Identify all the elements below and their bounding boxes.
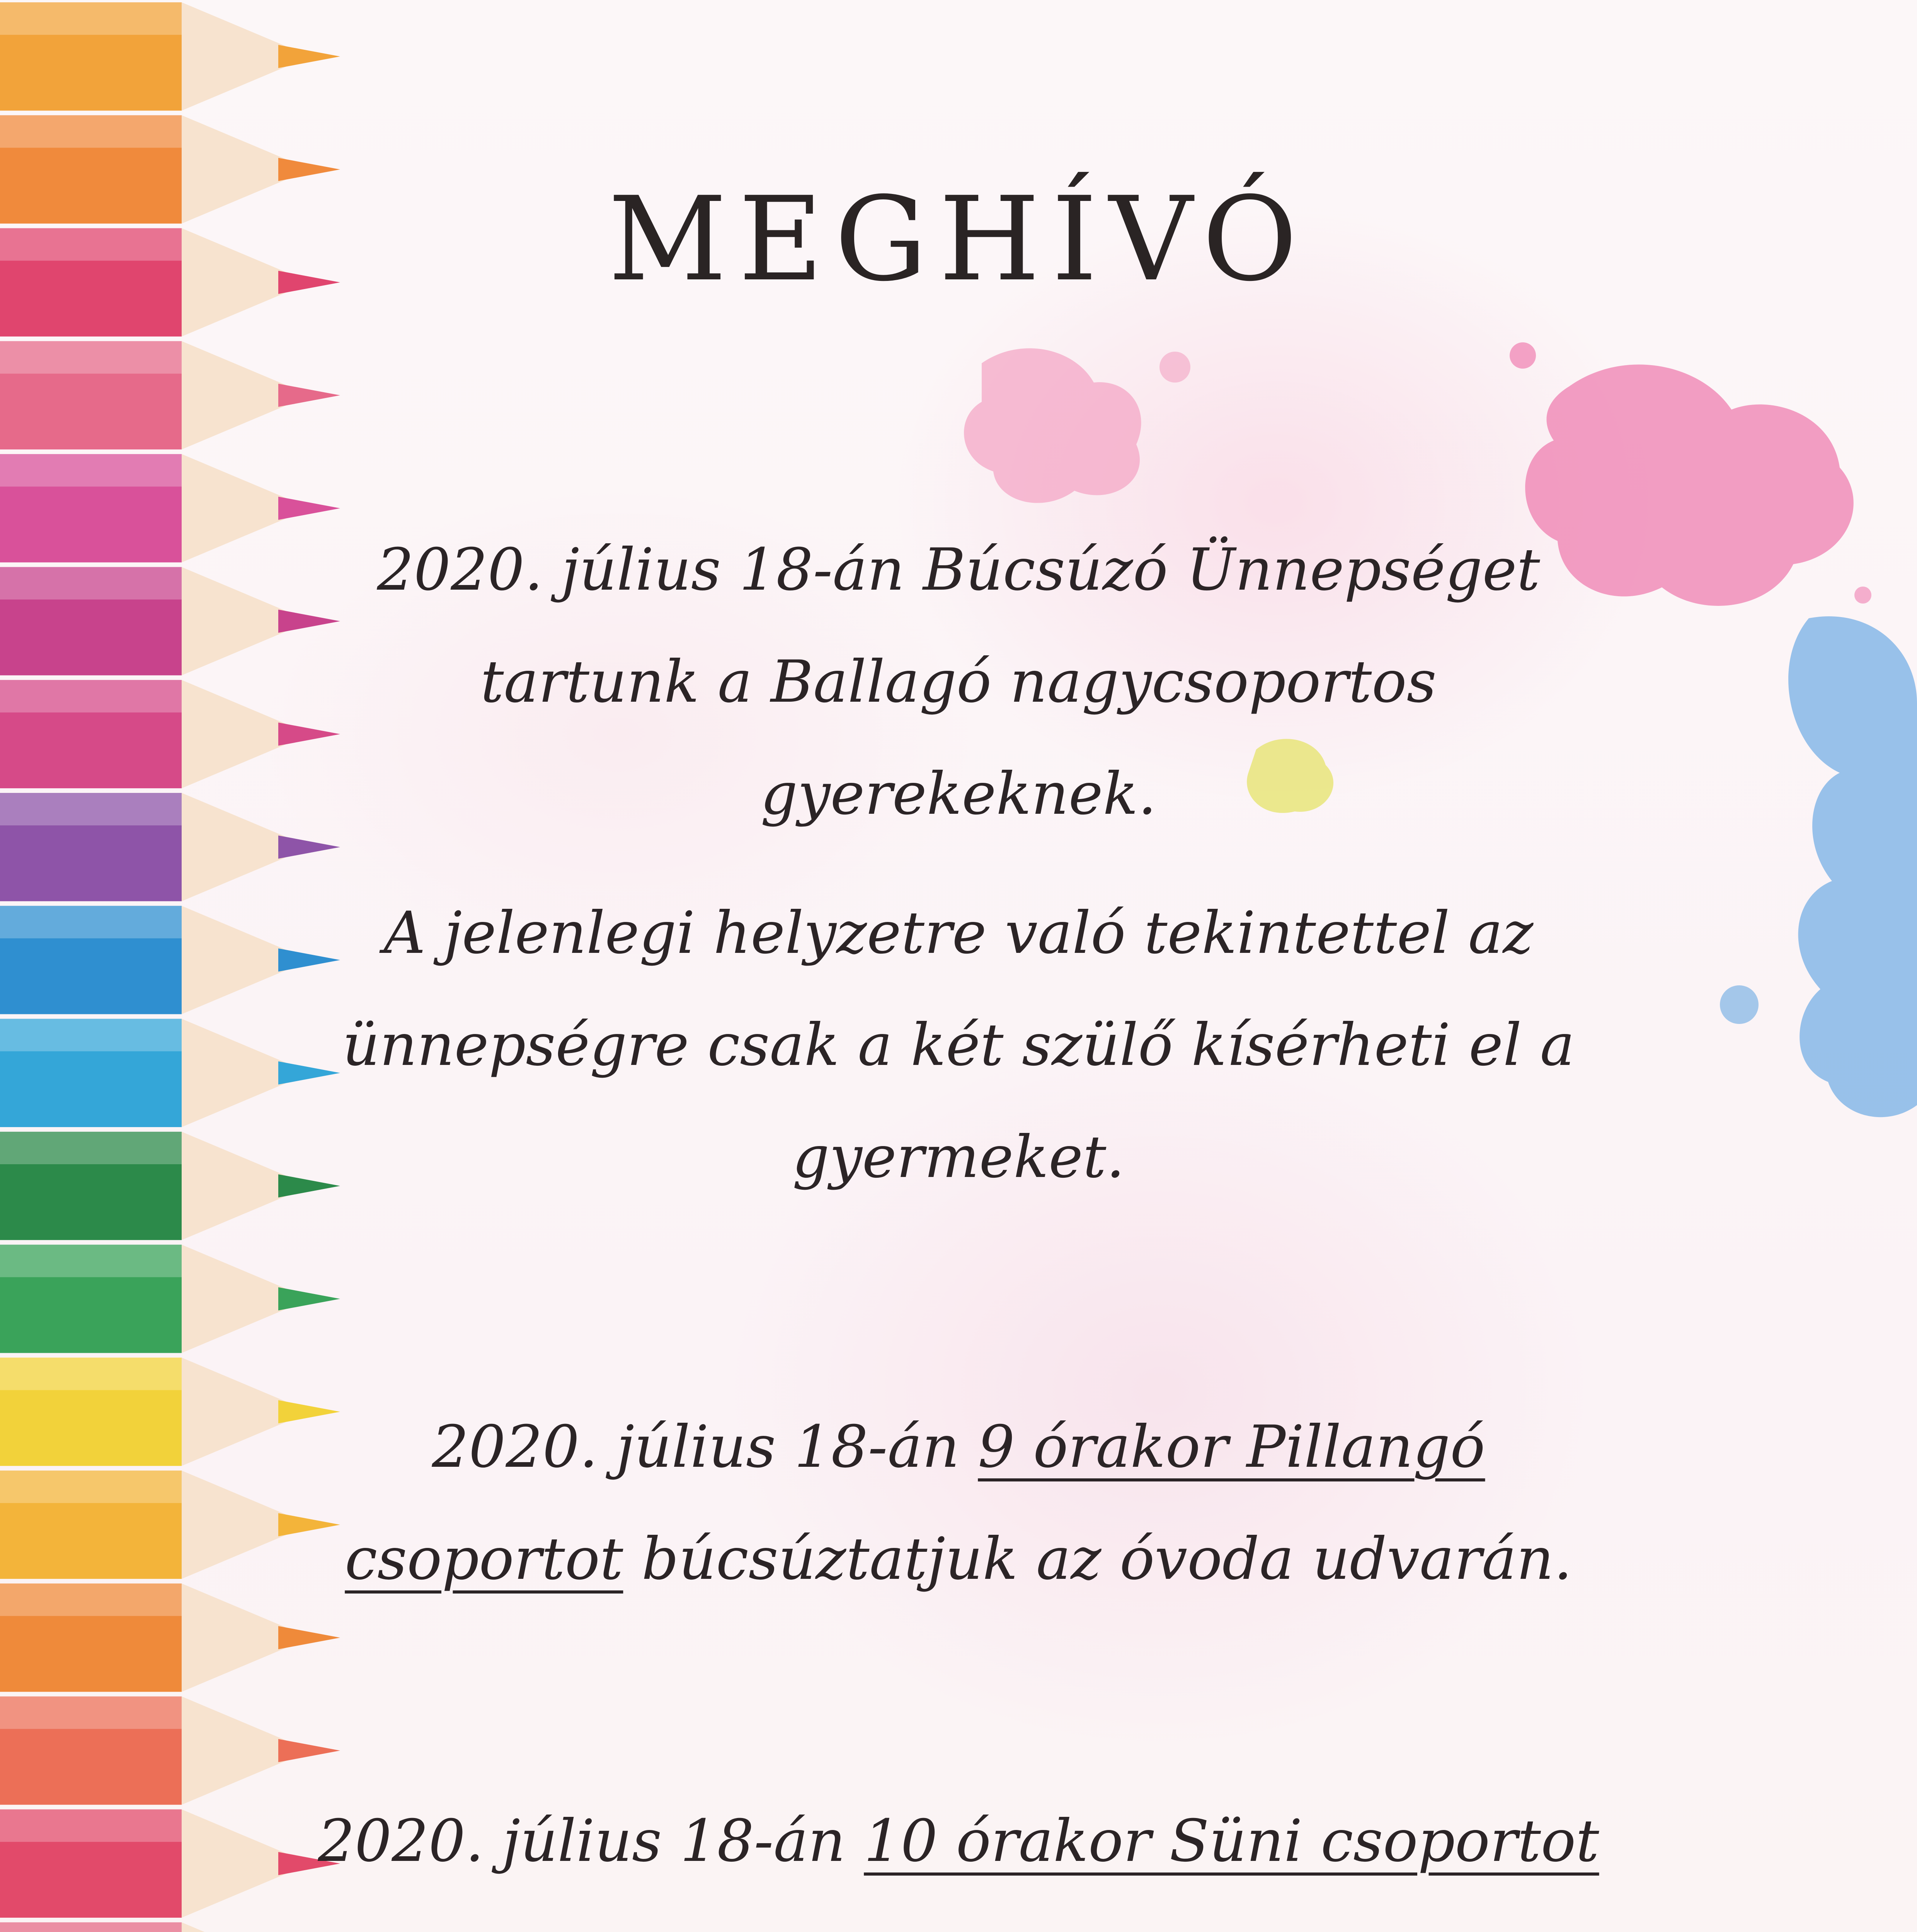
event-line [216, 1391, 1701, 1503]
invitation-title: MEGHÍVÓ [608, 172, 1309, 307]
intro-paragraph [216, 514, 1701, 850]
pencil [0, 1245, 340, 1353]
event-pillango-paragraph [216, 1391, 1701, 1615]
notice-paragraph [216, 877, 1701, 1213]
intro-line: gyerekeknek. [760, 760, 1157, 828]
notice-line: A jelenlegi helyzetre való tekintettel az [383, 900, 1534, 967]
pencil [0, 2, 340, 111]
event-suni-paragraph [216, 1785, 1701, 1932]
event-time-group: 10 órakor Süni csoportot [864, 1808, 1599, 1875]
intro-line: 2020. július 18-án Búcsúzó Ünnepséget [377, 536, 1540, 604]
event-date: 2020. július 18-án [318, 1808, 864, 1875]
event-group: csoportot [345, 1526, 623, 1593]
notice-line: gyermeket. [792, 1124, 1125, 1191]
event-line [216, 1503, 1701, 1615]
pencil [0, 341, 340, 449]
event-date: 2020. július 18-án [432, 1413, 978, 1481]
notice-line: ünnepségre csak a két szülő kísérheti el a [342, 1012, 1575, 1079]
intro-line: tartunk a Ballagó nagycsoportos [480, 648, 1437, 716]
event-time-group: 9 órakor Pillangó [978, 1413, 1485, 1481]
pink-paint-splash-small [935, 332, 1206, 526]
event-location: búcsúztatjuk az óvoda udvarán. [623, 1526, 1572, 1593]
event-line [216, 1785, 1701, 1897]
blue-paint-splash [1693, 603, 1917, 1144]
